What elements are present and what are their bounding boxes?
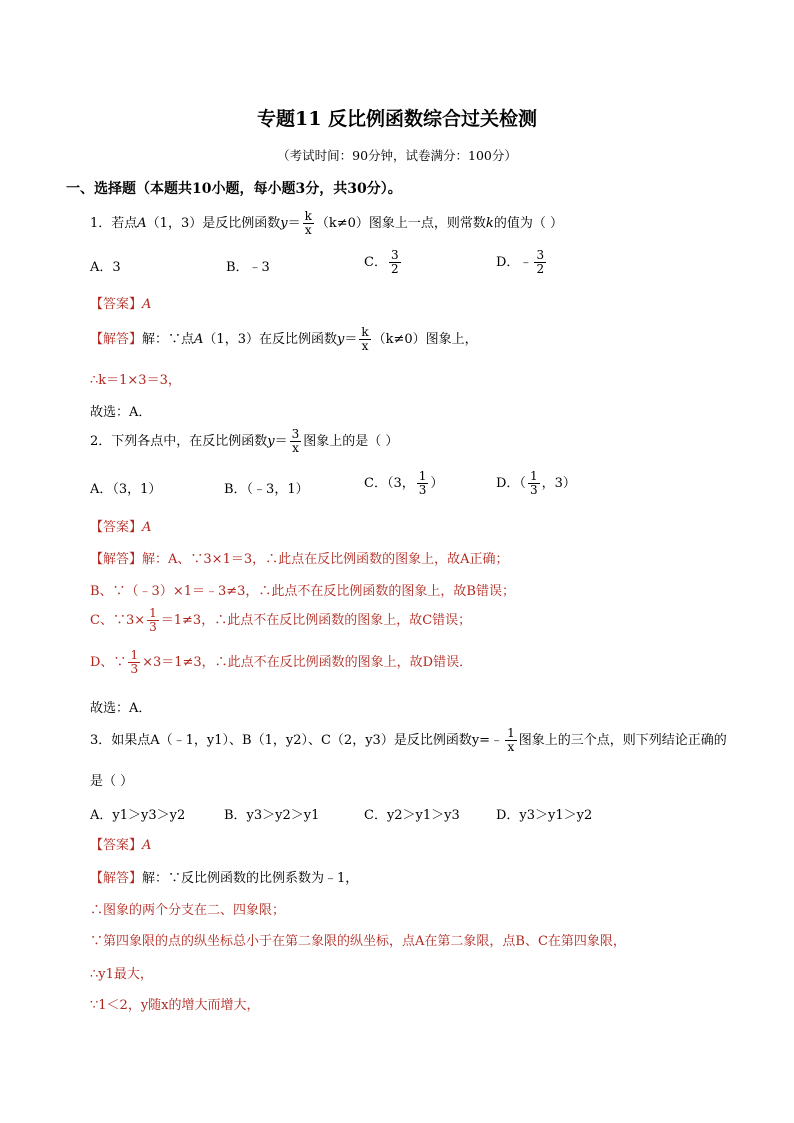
q2-option-b: B．（﹣3，1）: [224, 482, 309, 497]
fraction-k-over-x: $\frac{k}{x}$: [304, 209, 312, 237]
q3-solution-line-4: ∴y1最大，: [90, 967, 153, 982]
q2-solution-line-4: D、∵ $\frac{1}{3}$ ×3＝1≠3，∴此点不在反比例函数的图象上，故D错误．: [90, 648, 473, 676]
q1-option-a: A．3: [90, 260, 121, 275]
q1-option-c: C． $\frac{3}{2}$: [364, 248, 399, 276]
exam-info: （考试时间：90分钟，试卷满分：100分）: [277, 148, 517, 163]
q2-solution-line-2: B、∵（﹣3）×1＝﹣3≠3，∴此点不在反比例函数的图象上，故B错误；: [90, 584, 515, 599]
q1-solution-line-1: 【解答】解：∵点A（1，3）在反比例函数y＝ $\frac{k}{x}$ （k≠0）图象上，: [90, 325, 478, 353]
q2-answer: 【答案】A: [90, 520, 152, 535]
q1-solution-line-3: 故选：A．: [90, 405, 152, 420]
q2-solution-line-1: 【解答】解：A、∵3×1＝3，∴此点在反比例函数的图象上，故A正确；: [90, 552, 509, 567]
q3-solution-line-1: 【解答】解：∵反比例函数的比例系数为﹣1，: [90, 871, 359, 886]
q2-solution-line-3: C、∵3× $\frac{1}{3}$ ＝1≠3，∴此点不在反比例函数的图象上，故C错误；: [90, 606, 472, 634]
q2-option-d: D．（ $\frac{1}{3}$ ，3）: [496, 469, 576, 497]
question-3-stem-cont: 是（ ）: [90, 774, 134, 789]
q2-option-a: A．（3，1）: [90, 482, 162, 497]
q3-option-b: B．y3＞y2＞y1: [224, 808, 320, 823]
section-heading-choice: 一、选择题（本题共10小题，每小题3分，共30分）。: [66, 181, 402, 197]
q3-solution-line-2: ∴图象的两个分支在二、四象限；: [90, 903, 286, 918]
q1-option-d: D．﹣ $\frac{3}{2}$: [496, 248, 545, 276]
q3-solution-line-3: ∵第四象限的点的纵坐标总小于在第二象限的纵坐标，点A在第二象限，点B、C在第四象限，: [90, 934, 626, 949]
q1-option-b: B．﹣3: [226, 260, 270, 275]
question-1-stem: 1．若点A（1，3）是反比例函数y＝ $\frac{k}{x}$ （k≠0）图象上一点，则常数k的值为（ ）: [90, 209, 563, 237]
q3-solution-line-5: ∵1＜2，y随x的增大而增大，: [90, 998, 260, 1013]
q2-solution-line-5: 故选：A．: [90, 701, 152, 716]
q2-option-c: C．（3， $\frac{1}{3}$ ）: [364, 469, 444, 497]
question-2-stem: 2．下列各点中，在反比例函数y＝ $\frac{3}{x}$ 图象上的是（ ）: [90, 427, 399, 455]
q3-option-d: D．y3＞y1＞y2: [496, 808, 593, 823]
page-title: 专题11 反比例函数综合过关检测: [256, 108, 538, 130]
q3-answer: 【答案】A: [90, 838, 152, 853]
question-3-stem: 3．如果点A（﹣1，y1）、B（1，y2）、C（2，y3）是反比例函数y=﹣ $\frac{1}{x}$ 图象上的三个点，则下列结论正确的: [90, 726, 727, 754]
q1-answer: 【答案】A: [90, 297, 152, 312]
q3-option-a: A．y1＞y3＞y2: [90, 808, 186, 823]
q1-solution-line-2: ∴k＝1×3＝3，: [90, 373, 181, 388]
q3-option-c: C．y2＞y1＞y3: [364, 808, 460, 823]
